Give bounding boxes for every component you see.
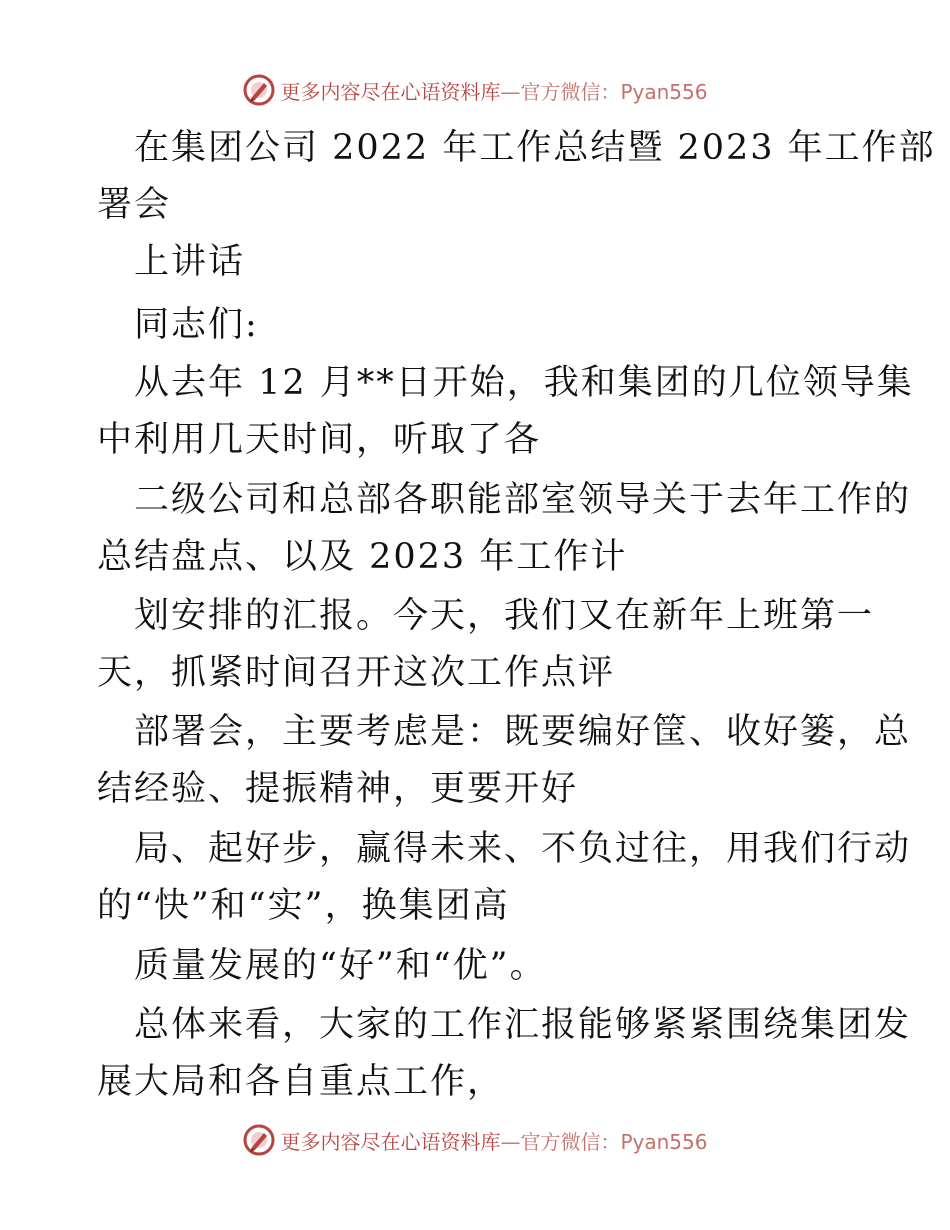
body-line: 的“快”和“实”，换集团高	[97, 886, 510, 926]
footer-banner-separator: —	[500, 1129, 521, 1154]
body-line: 上讲话	[134, 242, 246, 282]
pen-logo-icon	[242, 73, 276, 107]
body-line: 总体来看，大家的工作汇报能够紧紧围绕集团发	[134, 1005, 912, 1045]
body-line: 局、起好步，赢得未来、不负过往，用我们行动	[134, 829, 912, 869]
body-line: 划安排的汇报。今天，我们又在新年上班第一	[134, 596, 875, 636]
body-line: 从去年 12 月**日开始，我和集团的几位领导集	[134, 363, 914, 403]
footer-banner	[0, 1120, 950, 1160]
body-line: 署会	[97, 185, 172, 225]
header-banner-main: 更多内容尽在心语资料库	[280, 79, 501, 104]
body-line: 部署会，主要考虑是：既要编好筐、收好篓，总	[134, 712, 912, 752]
body-line: 天，抓紧时间召开这次工作点评	[97, 653, 616, 693]
body-line: 中利用几天时间，听取了各	[97, 420, 542, 460]
body-line: 在集团公司 2022 年工作总结暨 2023 年工作部	[134, 128, 936, 168]
body-line: 结经验、提振精神，更要开好	[97, 769, 579, 809]
footer-banner-main: 更多内容尽在心语资料库	[280, 1129, 501, 1154]
header-banner-wechat: 官方微信：Pyan556	[520, 79, 708, 104]
body-line: 总结盘点、以及 2023 年工作计	[97, 537, 628, 577]
body-line: 同志们:	[134, 305, 259, 345]
footer-banner-wechat: 官方微信：Pyan556	[520, 1129, 708, 1154]
body-line: 质量发展的“好”和“优”。	[134, 946, 547, 986]
body-line: 二级公司和总部各职能部室领导关于去年工作的	[134, 480, 912, 520]
header-banner-separator: —	[500, 79, 521, 104]
header-banner	[0, 70, 950, 110]
pen-logo-icon	[242, 1123, 276, 1157]
header-banner-text	[280, 76, 707, 105]
footer-banner-text	[280, 1126, 707, 1155]
body-line: 展大局和各自重点工作，	[97, 1062, 505, 1102]
